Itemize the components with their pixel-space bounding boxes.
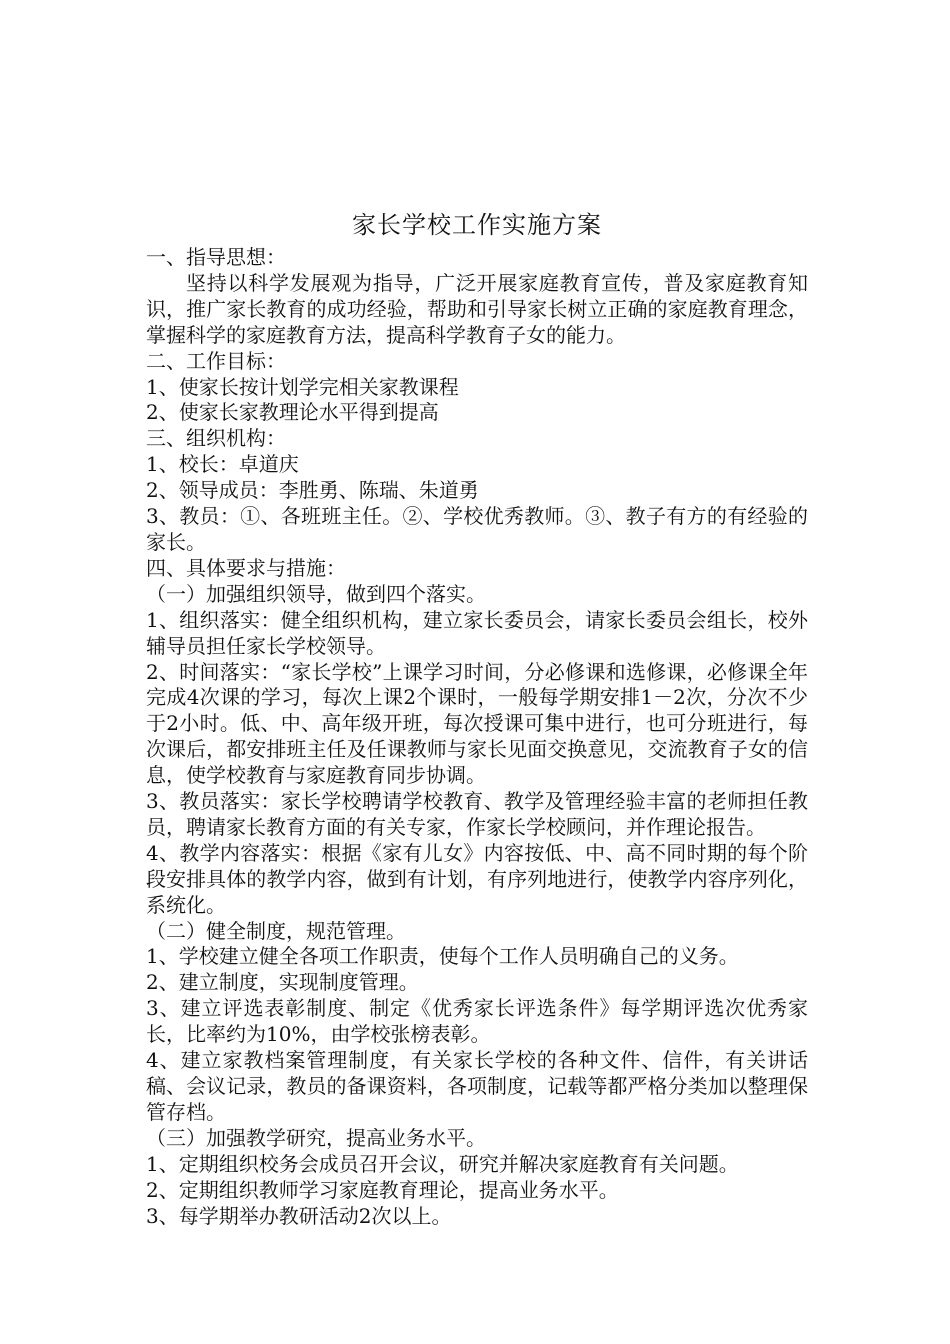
heading-guiding-ideology: 一、指导思想： <box>146 245 286 269</box>
list-item: 1、学校建立健全各项工作职责，使每个工作人员明确自己的义务。 <box>146 944 739 969</box>
heading-requirements: 四、具体要求与措施： <box>146 555 346 580</box>
list-item: 4、教学内容落实：根据《家有儿女》内容按低、中、高不同时期的每个阶段安排具体的教学内容，做到有计划，有序列地进行，使教学内容序列化，系统化。 <box>146 840 808 917</box>
list-item: 4、建立家教档案管理制度，有关家长学校的各种文件、信件，有关讲话稿、会议记录，教员的备课资料，各项制度，记载等都严格分类加以整理保管存档。 <box>146 1048 808 1124</box>
list-item: 3、教员落实：家长学校聘请学校教育、教学及管理经验丰富的老师担任教员，聘请家长教育方面的有关专家，作家长学校顾问，并作理论报告。 <box>146 789 808 839</box>
list-item: 2、领导成员：李胜勇、陈瑞、朱道勇 <box>146 478 479 503</box>
list-item: 2、定期组织教师学习家庭教育理论，提高业务水平。 <box>146 1177 619 1202</box>
list-item: 2、建立制度，实现制度管理。 <box>146 970 419 995</box>
list-item: 2、使家长家教理论水平得到提高 <box>146 400 439 425</box>
subheading: （二）健全制度，规范管理。 <box>146 918 406 943</box>
heading-organization: 三、组织机构： <box>146 426 286 451</box>
list-item: 1、定期组织校务会成员召开会议，研究并解决家庭教育有关问题。 <box>146 1151 739 1176</box>
list-item: 3、建立评选表彰制度、制定《优秀家长评选条件》每学期评选次优秀家长，比率约为10%，由学校张榜表彰。 <box>146 996 808 1047</box>
list-item: 1、使家长按计划学完相关家教课程 <box>146 374 459 399</box>
heading-work-goals: 二、工作目标： <box>146 348 286 373</box>
list-item: 1、组织落实：健全组织机构，建立家长委员会，请家长委员会组长，校外辅导员担任家长学校领导。 <box>146 607 808 658</box>
document-body <box>146 245 808 1229</box>
list-item: 2、时间落实：“家长学校”上课学习时间，分必修课和选修课，必修课全年完成4次课的学习，每次上课2个课时，一般每学期安排1－2次，分次不少于2小时。低、中、高年级开班，每次授课可集中进行，也可分班进行，每次课后，都安排班主任及任课教师与家长见面交换意见，交流教育子女的信息，使学校教育与家庭教育同步协调。 <box>146 659 808 788</box>
list-item: 3、每学期举办教研活动2次以上。 <box>146 1203 452 1228</box>
body-paragraph: 坚持以科学发展观为指导，广泛开展家庭教育宣传，普及家庭教育知识，推广家长教育的成功经验，帮助和引导家长树立正确的家庭教育理念，掌握科学的家庭教育方法，提高科学教育子女的能力。 <box>146 270 808 347</box>
list-item: 1、校长：卓道庆 <box>146 452 299 477</box>
subheading: （三）加强教学研究，提高业务水平。 <box>146 1125 486 1150</box>
document-title: 家长学校工作实施方案 <box>352 211 602 239</box>
list-item: 3、教员：①、各班班主任。②、学校优秀教师。③、教子有方的有经验的家长。 <box>146 504 808 554</box>
subheading: （一）加强组织领导，做到四个落实。 <box>146 581 486 606</box>
document-page <box>146 205 808 1229</box>
